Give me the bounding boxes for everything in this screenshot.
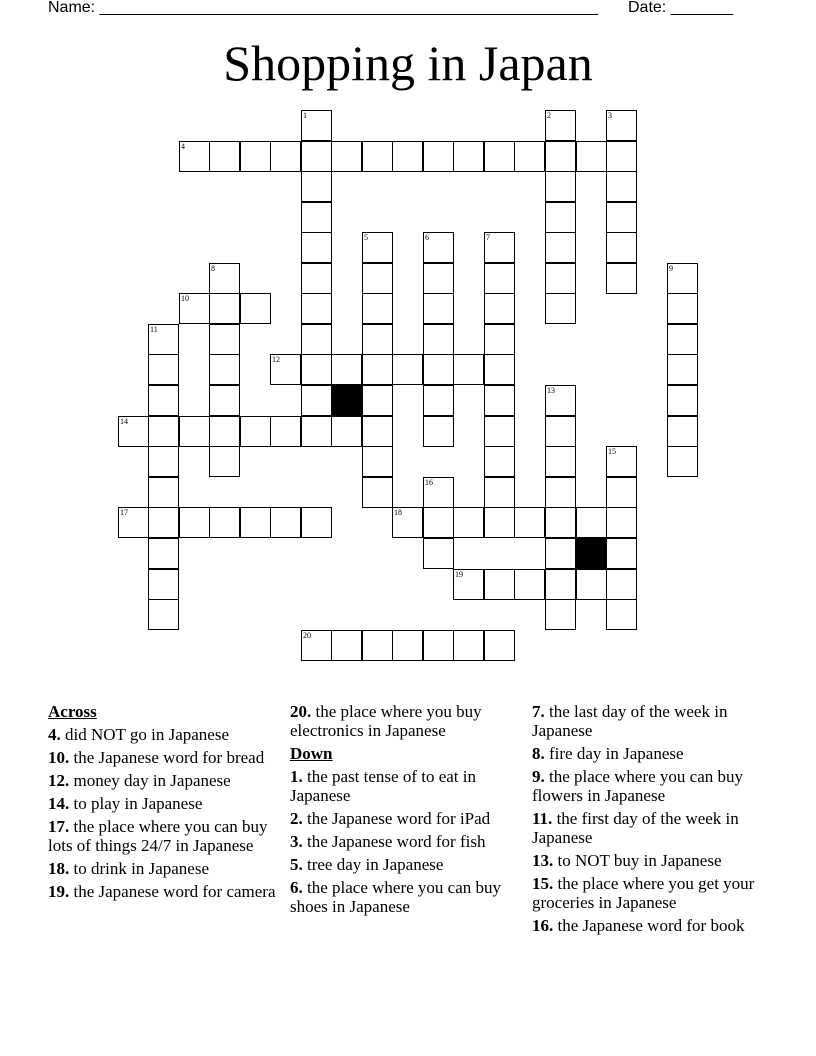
crossword-cell[interactable] [301, 293, 332, 324]
date-field-label: Date: _______ [628, 0, 733, 16]
clue-number: 16 [425, 478, 433, 487]
crossword-cell[interactable] [484, 416, 515, 447]
clue-number: 20 [303, 631, 311, 640]
crossword-cell[interactable] [301, 232, 332, 263]
crossword-cell[interactable] [362, 354, 393, 385]
crossword-cell[interactable] [270, 141, 301, 172]
crossword-cell[interactable] [209, 324, 240, 355]
crossword-cell[interactable] [545, 507, 576, 538]
crossword-cell[interactable] [148, 385, 179, 416]
clue-number: 9 [669, 264, 673, 273]
clue-number: 7 [486, 233, 490, 242]
crossword-cell[interactable] [453, 630, 484, 661]
crossword-cell[interactable] [392, 630, 423, 661]
crossword-cell[interactable] [484, 263, 515, 294]
crossword-cell[interactable] [545, 446, 576, 477]
crossword-cell[interactable] [240, 293, 271, 324]
crossword-cell[interactable] [576, 569, 607, 600]
clue-number: 13 [547, 386, 555, 395]
crossword-cell[interactable] [392, 141, 423, 172]
crossword-cell[interactable] [514, 141, 545, 172]
crossword-cell[interactable] [209, 507, 240, 538]
clue-down-16: 16. the Japanese word for book [532, 916, 745, 935]
clue-down-7: 7. the last day of the week in Japanese [532, 702, 728, 740]
clues-column-1 [48, 702, 280, 905]
clue-down-15: 15. the place where you get your groceries in Japanese [532, 874, 755, 912]
crossword-cell[interactable] [423, 507, 454, 538]
crossword-cell[interactable] [362, 630, 393, 661]
clue-across-12: 12. money day in Japanese [48, 771, 231, 790]
crossword-cell[interactable] [331, 630, 362, 661]
crossword-cell[interactable] [545, 569, 576, 600]
crossword-cell[interactable] [484, 324, 515, 355]
crossword-cell[interactable] [209, 293, 240, 324]
clue-across-18: 18. to drink in Japanese [48, 859, 209, 878]
crossword-cell[interactable] [392, 354, 423, 385]
crossword-cell[interactable] [667, 293, 698, 324]
clue-across-4: 4. did NOT go in Japanese [48, 725, 229, 744]
crossword-cell[interactable] [301, 416, 332, 447]
clues-column-2 [290, 702, 522, 920]
crossword-cell[interactable] [484, 569, 515, 600]
crossword-cell[interactable] [484, 354, 515, 385]
crossword-cell[interactable] [606, 507, 637, 538]
crossword-cell[interactable] [484, 141, 515, 172]
clue-down-11: 11. the first day of the week in Japanese [532, 809, 739, 847]
crossword-cell[interactable] [667, 354, 698, 385]
crossword-cell[interactable] [423, 141, 454, 172]
crossword-cell[interactable] [606, 171, 637, 202]
crossword-cell[interactable] [667, 416, 698, 447]
page-title: Shopping in Japan [223, 35, 593, 91]
crossword-cell[interactable] [484, 630, 515, 661]
clues-column-3 [532, 702, 764, 939]
crossword-cell[interactable] [484, 507, 515, 538]
name-field-label: Name: ________________________________________________________ [48, 0, 598, 16]
crossword-cell[interactable] [148, 507, 179, 538]
crossword-cell[interactable] [209, 385, 240, 416]
clue-number: 15 [608, 447, 616, 456]
crossword-cell[interactable] [576, 141, 607, 172]
clue-number: 12 [272, 355, 280, 364]
clue-down-13: 13. to NOT buy in Japanese [532, 851, 722, 870]
clue-number: 8 [211, 264, 215, 273]
crossword-cell[interactable] [484, 446, 515, 477]
crossword-cell[interactable] [270, 416, 301, 447]
crossword-cell[interactable] [423, 293, 454, 324]
clue-across-17: 17. the place where you can buy lots of things 24/7 in Japanese [48, 817, 268, 855]
crossword-cell[interactable] [148, 446, 179, 477]
crossword-cell[interactable] [240, 507, 271, 538]
crossword-cell[interactable] [606, 477, 637, 508]
crossword-cell[interactable] [423, 385, 454, 416]
clue-across-10: 10. the Japanese word for bread [48, 748, 265, 767]
crossword-cell[interactable] [423, 263, 454, 294]
crossword-block-cell [576, 538, 607, 569]
clue-number: 17 [120, 508, 128, 517]
crossword-cell[interactable] [240, 141, 271, 172]
crossword-cell[interactable] [484, 293, 515, 324]
clue-across-14: 14. to play in Japanese [48, 794, 203, 813]
crossword-cell[interactable] [423, 630, 454, 661]
crossword-cell[interactable] [301, 507, 332, 538]
clue-number: 2 [547, 111, 551, 120]
crossword-cell[interactable] [606, 202, 637, 233]
crossword-cell[interactable] [331, 141, 362, 172]
crossword-cell[interactable] [453, 354, 484, 385]
crossword-cell[interactable] [209, 354, 240, 385]
crossword-block-cell [331, 385, 362, 416]
crossword-cell[interactable] [148, 354, 179, 385]
crossword-cell[interactable] [545, 477, 576, 508]
down-heading: Down [290, 744, 333, 763]
crossword-cell[interactable] [514, 507, 545, 538]
crossword-cell[interactable] [362, 293, 393, 324]
clue-down-9: 9. the place where you can buy flowers in Japanese [532, 767, 743, 805]
crossword-cell[interactable] [148, 538, 179, 569]
clue-number: 3 [608, 111, 612, 120]
crossword-cell[interactable] [606, 569, 637, 600]
clue-down-8: 8. fire day in Japanese [532, 744, 684, 763]
crossword-cell[interactable] [545, 599, 576, 630]
crossword-cell[interactable] [148, 416, 179, 447]
crossword-cell[interactable] [423, 324, 454, 355]
crossword-cell[interactable] [606, 232, 637, 263]
crossword-cell[interactable] [453, 141, 484, 172]
clue-number: 1 [303, 111, 307, 120]
crossword-cell[interactable] [179, 416, 210, 447]
clue-down-3: 3. the Japanese word for fish [290, 832, 486, 851]
crossword-cell[interactable] [362, 324, 393, 355]
crossword-cell[interactable] [545, 293, 576, 324]
crossword-cell[interactable] [545, 171, 576, 202]
crossword-cell[interactable] [606, 263, 637, 294]
crossword-cell[interactable] [484, 385, 515, 416]
crossword-cell[interactable] [301, 354, 332, 385]
clue-number: 5 [364, 233, 368, 242]
clue-down-1: 1. the past tense of to eat in Japanese [290, 767, 477, 805]
crossword-cell[interactable] [545, 416, 576, 447]
crossword-cell[interactable] [362, 385, 393, 416]
crossword-cell[interactable] [240, 416, 271, 447]
clue-across-19: 19. the Japanese word for camera [48, 882, 276, 901]
crossword-cell[interactable] [576, 507, 607, 538]
clue-number: 11 [150, 325, 158, 334]
crossword-cell[interactable] [667, 324, 698, 355]
crossword-cell[interactable] [362, 416, 393, 447]
crossword-cell[interactable] [301, 171, 332, 202]
clue-down-6: 6. the place where you can buy shoes in Japanese [290, 878, 501, 916]
crossword-cell[interactable] [545, 263, 576, 294]
clue-number: 6 [425, 233, 429, 242]
crossword-cell[interactable] [545, 538, 576, 569]
crossword-cell[interactable] [484, 477, 515, 508]
crossword-cell[interactable] [301, 324, 332, 355]
crossword-cell[interactable] [606, 538, 637, 569]
crossword-cell[interactable] [362, 141, 393, 172]
crossword-cell[interactable] [209, 446, 240, 477]
crossword-cell[interactable] [514, 569, 545, 600]
clue-down-2: 2. the Japanese word for iPad [290, 809, 491, 828]
crossword-cell[interactable] [362, 477, 393, 508]
crossword-cell[interactable] [270, 507, 301, 538]
clue-number: 19 [455, 570, 463, 579]
crossword-cell[interactable] [301, 263, 332, 294]
clue-number: 4 [181, 142, 185, 151]
crossword-cell[interactable] [362, 446, 393, 477]
across-heading: Across [48, 702, 97, 721]
crossword-cell[interactable] [545, 141, 576, 172]
crossword-cell[interactable] [423, 354, 454, 385]
crossword-cell[interactable] [667, 446, 698, 477]
crossword-cell[interactable] [423, 538, 454, 569]
crossword-cell[interactable] [148, 477, 179, 508]
crossword-cell[interactable] [209, 141, 240, 172]
crossword-cell[interactable] [362, 263, 393, 294]
crossword-cell[interactable] [301, 141, 332, 172]
clue-down-5: 5. tree day in Japanese [290, 855, 444, 874]
clue-number: 10 [181, 294, 189, 303]
crossword-cell[interactable] [331, 416, 362, 447]
clue-across-20: 20. the place where you buy electronics in Japanese [290, 702, 482, 740]
crossword-cell[interactable] [148, 599, 179, 630]
crossword-cell[interactable] [606, 141, 637, 172]
clue-number: 18 [394, 508, 402, 517]
crossword-cell[interactable] [453, 507, 484, 538]
crossword-cell[interactable] [606, 599, 637, 630]
crossword-cell[interactable] [301, 385, 332, 416]
crossword-cell[interactable] [667, 385, 698, 416]
clue-number: 14 [120, 417, 128, 426]
crossword-cell[interactable] [545, 232, 576, 263]
crossword-cell[interactable] [148, 569, 179, 600]
crossword-cell[interactable] [301, 202, 332, 233]
crossword-cell[interactable] [423, 416, 454, 447]
crossword-cell[interactable] [331, 354, 362, 385]
crossword-cell[interactable] [179, 507, 210, 538]
crossword-cell[interactable] [209, 416, 240, 447]
crossword-cell[interactable] [545, 202, 576, 233]
